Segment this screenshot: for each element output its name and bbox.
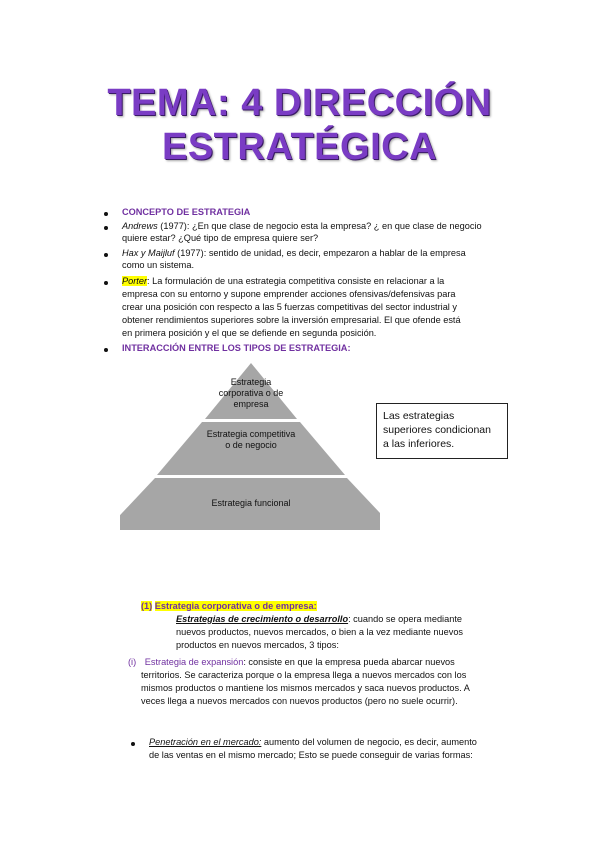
andrews-line-2: quiere estar? ¿Qué tipo de empresa quiere ser? [122,233,319,243]
porter-line-1 [122,275,444,287]
page-title-line2: ESTRATÉGICA [161,126,438,168]
note-line-2: superiores condicionan [383,424,491,436]
penetration-line-1 [149,736,477,748]
bullet-dot [104,226,108,230]
pyramid-top-label-2: corporativa o de [218,388,284,398]
expansion-line-3: mismos productos o mantiene los mismos mercados y saca nuevos productos. A [141,683,470,693]
hax-year: (1977) [174,248,204,258]
interaction-heading: INTERACCIÓN ENTRE LOS TIPOS DE ESTRATEGIA: [122,343,351,353]
growth-line-2: nuevos productos, nuevos mercados, o bien a la vez mediante nuevos [176,627,464,637]
penetration-line-2: de las ventas en el mismo mercado; Esto se puede conseguir de varias formas: [149,750,473,760]
porter-line-3: crear una posición con respecto a las 5 fuerzas competitivas del sector industrial y [122,302,457,312]
hax-author: Hax y Maijluf [122,248,175,258]
andrews-line-1 [122,220,482,232]
expansion-line-4: veces llega a nuevos mercados con nuevos productos (pero no suele ocurrir). [141,696,458,706]
hax-text: : sentido de unidad, es decir, empezaron a hablar de la empresa [203,248,466,258]
pyramid-middle-label [186,429,316,451]
porter-line-2: empresa con su entorno y supone emprender acciones ofensivas/defensivas para [122,289,456,299]
andrews-author: Andrews [122,221,158,231]
bullet-dot [104,253,108,257]
growth-line-3: productos en nuevos mercados, 3 tipos: [176,640,339,650]
porter-line-5: en primera posición y el que se defiende en segunda posición. [122,328,377,338]
pyramid-top-label-1: Estrategia [230,377,272,387]
bullet-dot [104,281,108,285]
note-line-1: Las estrategias [383,410,455,422]
pyramid-middle-label-1: Estrategia competitiva [206,429,296,439]
expansion-text: : consiste en que la empresa pueda abarcar nuevos [243,657,455,667]
andrews-year: (1977) [157,221,187,231]
bullet-dot [104,348,108,352]
growth-text: : cuando se opera mediante [348,614,462,624]
penetration-label: Penetración en el mercado: [149,737,262,747]
bullet-dot [104,212,108,216]
section1-heading [141,600,317,612]
note-line-3: a las inferiores. [383,438,455,450]
pyramid-bottom-label: Estrategia funcional [211,498,291,508]
bullet-dot [131,742,135,746]
expansion-number: (i) [128,657,137,667]
andrews-text: : ¿En que clase de negocio esta la empresa? ¿ en que clase de negocio [186,221,482,231]
pyramid-top-label [196,377,306,410]
hax-line-1 [122,247,466,259]
growth-line-1 [176,613,462,625]
concept-heading: CONCEPTO DE ESTRATEGIA [122,207,251,217]
pyramid-top-label-3: empresa [233,399,269,409]
section1-number: (1) [141,601,153,611]
growth-label: Estrategias de crecimiento o desarrollo [176,614,349,624]
expansion-label: Estrategia de expansión [144,657,244,667]
hax-line-2: como un sistema. [122,260,194,270]
expansion-line-2: territorios. Se caracteriza porque o la empresa llega a nuevos mercados con los [141,670,467,680]
porter-text: : La formulación de una estrategia competitiva consiste en relacionar a la [147,276,445,286]
expansion-line-1 [128,656,455,668]
porter-author: Porter [122,276,148,286]
penetration-text: aumento del volumen de negocio, es decir, aumento [261,737,477,747]
page-title-line1: TEMA: 4 DIRECCIÓN [107,82,492,124]
pyramid-middle-label-2: o de negocio [225,440,277,450]
section1-title: Estrategia corporativa o de empresa: [154,601,317,611]
note-box [376,403,508,459]
porter-line-4: obtener rendimientos superiores sobre la inversión empresarial. El que ofende está [122,315,461,325]
